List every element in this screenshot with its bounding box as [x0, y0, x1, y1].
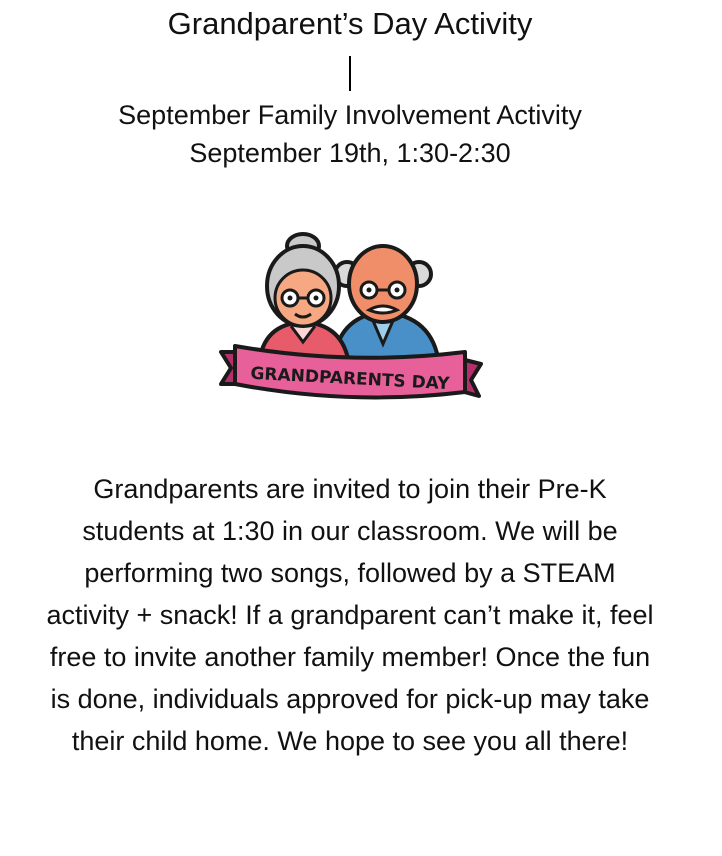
page-title: Grandparent’s Day Activity [167, 6, 533, 41]
grandparents-day-clipart [213, 224, 487, 410]
text-cursor [349, 56, 351, 91]
event-date-time: September 19th, 1:30-2:30 [189, 138, 511, 168]
invitation-paragraph: Grandparents are invited to join their Pre-K students at 1:30 in our classroom. We will be performing two songs, followed by a STEAM activity + snack! If a grandparent can’t make it, feel free to invite another family member! Once the fun is done, individuals approved for pick-up may take their child home. We hope to see you all there! [46, 474, 654, 756]
event-subtitle [0, 96, 700, 172]
banner-text: GRANDPARENTS DAY [249, 363, 451, 395]
event-name: September Family Involvement Activity [118, 100, 582, 130]
